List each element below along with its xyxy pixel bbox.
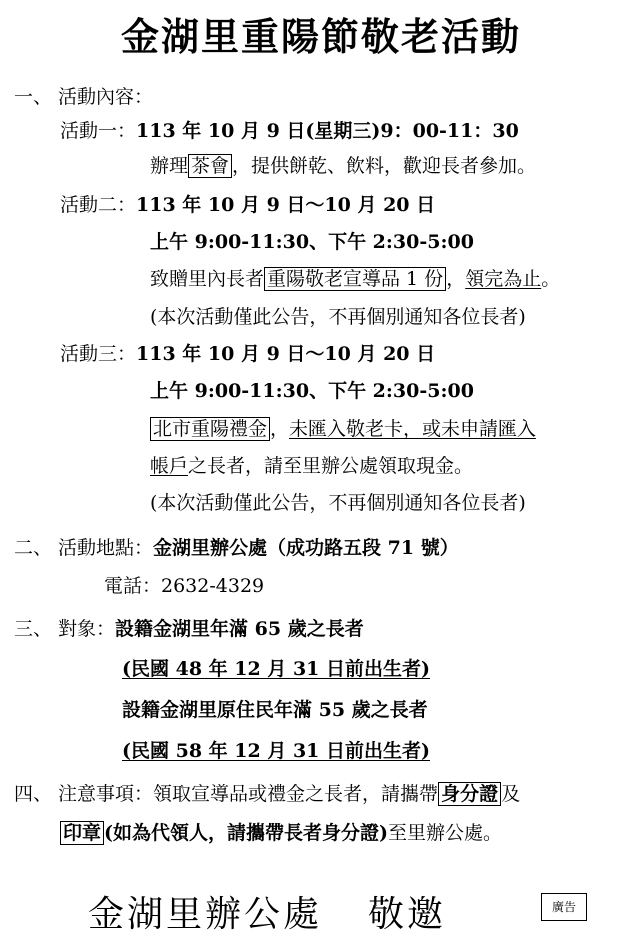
activity-2-time: 上午 9:00-11:30、下午 2:30-5:00 — [150, 231, 474, 253]
page-title: 金湖里重陽節敬老活動 — [120, 14, 521, 59]
footer-respect: 敬邀 — [368, 894, 447, 935]
text: 至里辦公處。 — [388, 822, 503, 844]
activity-1-line-1 — [60, 118, 519, 144]
tea-party-box: 茶會 — [188, 154, 232, 178]
gift-box: 重陽敬老宣導品 1 份 — [264, 267, 446, 291]
ad-badge: 廣告 — [541, 893, 587, 921]
activity-2-line-1 — [60, 192, 435, 218]
text: ， — [270, 418, 290, 440]
text: ，提供餅乾、飲料，歡迎長者參加。 — [232, 155, 537, 177]
proxy-note: (如為代領人，請攜帶長者身分證) — [104, 822, 388, 844]
text: ， — [446, 268, 466, 290]
activity-3-line-1 — [60, 341, 435, 367]
section-3-line — [14, 616, 364, 642]
section-2-line — [14, 535, 459, 561]
activity-2-date: 113 年 10 月 9 日～10 月 20 日 — [136, 194, 436, 216]
activity-3-label: 活動三： — [60, 343, 137, 365]
text: 之長者，請至里辦公處領取現金。 — [188, 455, 474, 477]
activity-2-label: 活動二： — [60, 194, 137, 216]
venue: 金湖里辦公處（成功路五段 71 號） — [153, 537, 459, 559]
activity-3-note: (本次活動僅此公告，不再個別通知各位長者) — [150, 492, 526, 514]
target-2-note: (民國 58 年 12 月 31 日前出生者) — [122, 740, 430, 762]
section-2-heading: 二、 活動地點： — [14, 537, 154, 559]
activity-1-time: 113 年 10 月 9 日(星期三)9：00-11：30 — [136, 120, 519, 142]
target-1: 設籍金湖里年滿 65 歲之長者 — [115, 618, 364, 640]
activity-3-line-4 — [150, 453, 473, 479]
section-4-heading: 四、 注意事項： — [14, 783, 154, 805]
target-1-note: (民國 48 年 12 月 31 日前出生者) — [122, 658, 430, 680]
activity-1-label: 活動一： — [60, 120, 137, 142]
activity-2-line-3 — [150, 266, 560, 292]
target-2: 設籍金湖里原住民年滿 55 歲之長者 — [122, 699, 428, 721]
footer — [88, 886, 446, 937]
text: 致贈里內長者 — [150, 268, 265, 290]
activity-1-line-2 — [150, 153, 536, 179]
id-card-box: 身分證 — [438, 782, 501, 806]
phone: 電話：2632-4329 — [104, 575, 265, 597]
text: 及 — [501, 783, 521, 805]
not-transferred-text: 未匯入敬老卡，或未申請匯入 — [289, 418, 537, 440]
section-4-line-1 — [14, 781, 520, 807]
cash-gift-box: 北市重陽禮金 — [150, 417, 270, 441]
while-supplies-last: 領完為止 — [465, 268, 542, 290]
section-4-line-2 — [60, 820, 502, 846]
footer-org: 金湖里辦公處 — [88, 894, 323, 935]
section-1-heading: 一、 活動內容： — [14, 86, 154, 108]
account-text: 帳戶 — [150, 455, 189, 477]
activity-3-time: 上午 9:00-11:30、下午 2:30-5:00 — [150, 380, 474, 402]
text: 辦理 — [150, 155, 189, 177]
section-3-heading: 三、 對象： — [14, 618, 116, 640]
activity-3-date: 113 年 10 月 9 日～10 月 20 日 — [136, 343, 436, 365]
text: 領取宣導品或禮金之長者，請攜帶 — [153, 783, 439, 805]
activity-2-note: (本次活動僅此公告，不再個別通知各位長者) — [150, 306, 526, 328]
activity-3-line-3 — [150, 416, 536, 442]
seal-box: 印章 — [60, 821, 104, 845]
text: 。 — [541, 268, 561, 290]
